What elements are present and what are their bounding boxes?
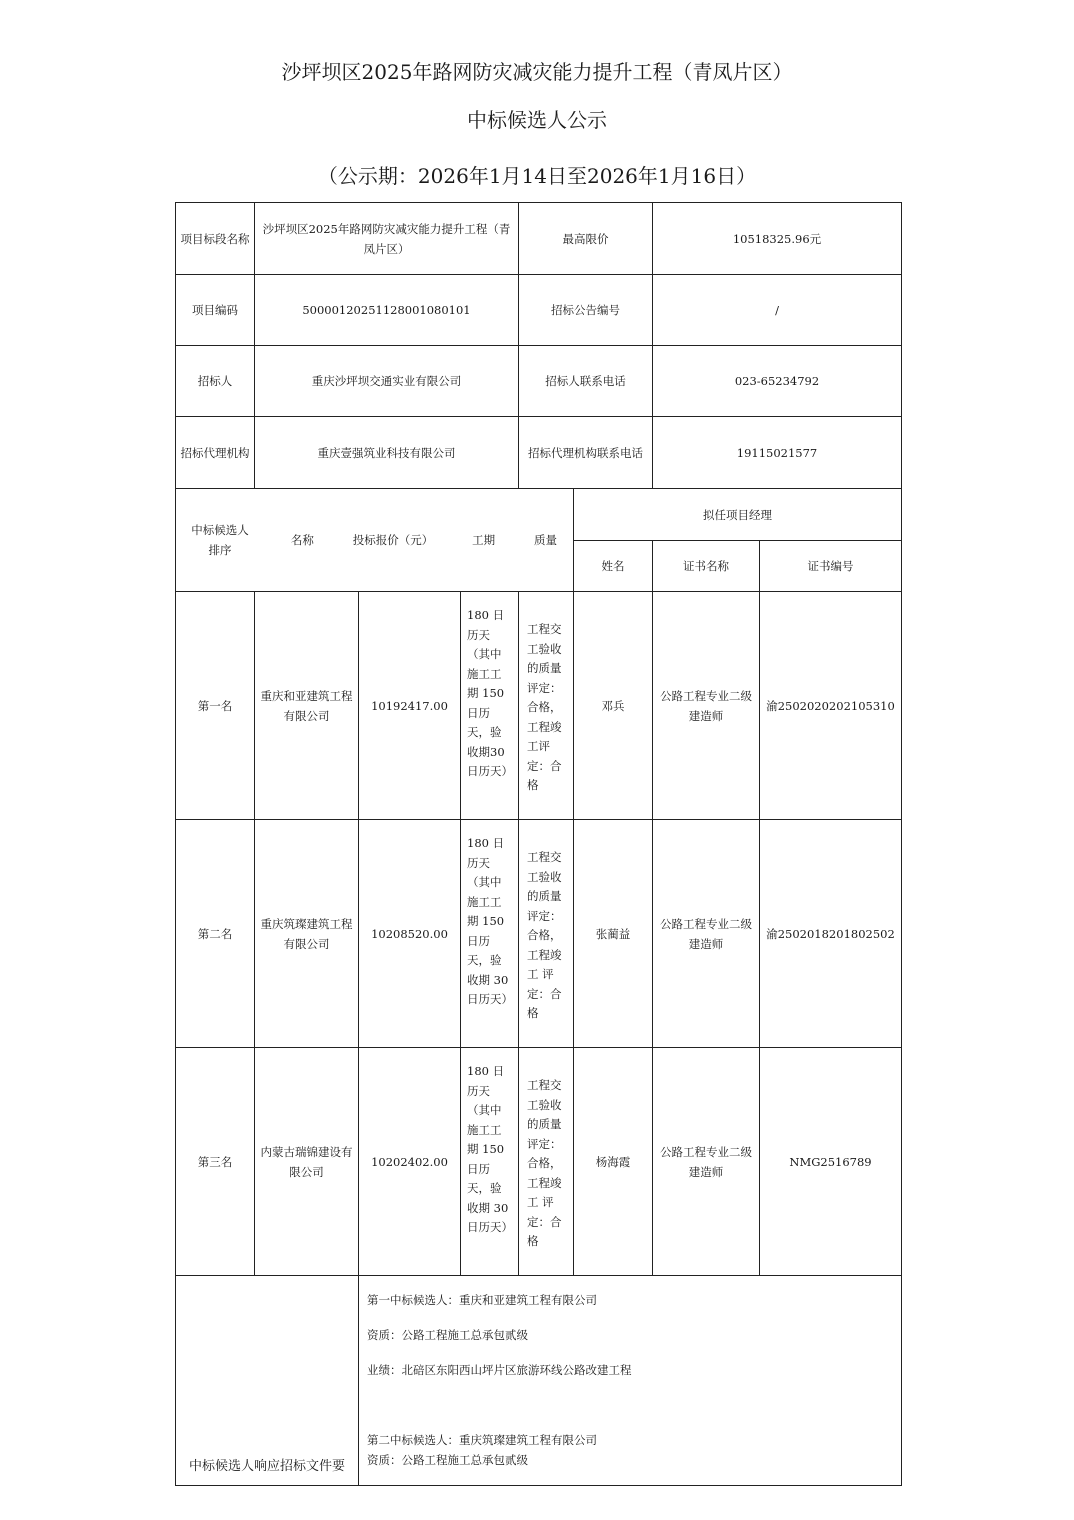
second-qualification-line: 资质：公路工程施工总承包贰级	[367, 1453, 528, 1467]
table-row	[176, 1048, 902, 1276]
tenderer-phone-value: 023-65234792	[653, 346, 902, 417]
candidate-quality: 工程交工验收的质量评定：合格，工程竣工 评定：合格	[519, 820, 574, 1048]
publicity-period: （公示期：2026年1月14日至2026年1月16日）	[317, 164, 757, 188]
rank-header: 中标候选人排序	[191, 523, 249, 557]
name-header: 名称	[290, 533, 314, 547]
candidate-cert-name: 公路工程专业二级建造师	[653, 1048, 760, 1276]
quality-header: 质量	[534, 533, 557, 547]
table-row	[176, 820, 902, 1048]
candidate-rank: 第一名	[176, 592, 255, 820]
candidate-rank: 第三名	[176, 1048, 255, 1276]
candidate-manager: 张蔺益	[574, 820, 653, 1048]
candidate-cert-no: 渝2502018201802502	[760, 820, 902, 1048]
candidate-name: 重庆和亚建筑工程有限公司	[255, 592, 359, 820]
candidate-price: 10202402.00	[359, 1048, 461, 1276]
project-name-value: 沙坪坝区2025年路网防灾减灾能力提升工程（青凤片区）	[255, 203, 519, 275]
candidate-quality: 工程交工验收的质量评定：合格，工程竣工 评定：合格	[519, 1048, 574, 1276]
candidate-manager: 杨海霞	[574, 1048, 653, 1276]
requirements-label: 中标候选人响应招标文件要	[176, 1276, 359, 1486]
candidate-cert-name: 公路工程专业二级建造师	[653, 820, 760, 1048]
candidate-period: 180 日历天（其中施工工期 150日历天，验收期 30日历天）	[461, 820, 519, 1048]
first-candidate-line: 第一中标候选人：重庆和亚建筑工程有限公司	[367, 1293, 597, 1307]
agency-value: 重庆壹强筑业科技有限公司	[255, 417, 519, 489]
candidate-period: 180 日历天（其中施工工期 150日历天，验收期 30日历天）	[461, 1048, 519, 1276]
page-title: 沙坪坝区2025年路网防灾减灾能力提升工程（青凤片区）	[281, 60, 793, 84]
first-qualification-line: 资质：公路工程施工总承包贰级	[367, 1328, 528, 1342]
candidate-cert-no: 渝2502020202105310	[760, 592, 902, 820]
requirements-row	[176, 1276, 902, 1486]
notice-no-value: /	[653, 275, 902, 346]
info-row-project	[176, 203, 902, 275]
cert-no-header: 证书编号	[760, 541, 902, 592]
agency-label: 招标代理机构	[176, 417, 255, 489]
agency-phone-value: 19115021577	[653, 417, 902, 489]
max-price-value: 10518325.96元	[653, 203, 902, 275]
candidate-name: 重庆筑璨建筑工程有限公司	[255, 820, 359, 1048]
candidate-name: 内蒙古瑞锦建设有限公司	[255, 1048, 359, 1276]
manager-group-header: 拟任项目经理	[574, 489, 902, 541]
info-row-code	[176, 275, 902, 346]
candidate-quality: 工程交工验收的质量评定：合格，工程竣工评定：合格	[519, 592, 574, 820]
project-name-label: 项目标段名称	[176, 203, 255, 275]
candidate-cert-name: 公路工程专业二级建造师	[653, 592, 760, 820]
candidate-price: 10192417.00	[359, 592, 461, 820]
candidate-period: 180 日历天（其中施工工期 150日历天，验收期30日历天）	[461, 592, 519, 820]
table-row	[176, 592, 902, 820]
manager-name-header: 姓名	[574, 541, 653, 592]
project-code-label: 项目编码	[176, 275, 255, 346]
project-code-value: 5000012025112800108010​1	[255, 275, 519, 346]
info-row-tenderer	[176, 346, 902, 417]
max-price-label: 最高限价	[519, 203, 653, 275]
candidate-price: 10208520.00	[359, 820, 461, 1048]
candidate-table	[175, 202, 902, 1486]
tenderer-phone-label: 招标人联系电话	[519, 346, 653, 417]
candidate-rank: 第二名	[176, 820, 255, 1048]
info-row-agency	[176, 417, 902, 489]
requirements-content	[359, 1276, 902, 1486]
notice-no-label: 招标公告编号	[519, 275, 653, 346]
first-performance-line: 业绩：北碚区东阳西山坪片区旅游环线公路改建工程	[367, 1363, 632, 1377]
page-subtitle: 中标候选人公示	[467, 108, 607, 132]
column-header-candidate	[176, 489, 574, 592]
price-header: 投标报价（元）	[352, 533, 434, 547]
candidate-manager: 邓兵	[574, 592, 653, 820]
agency-phone-label: 招标代理机构联系电话	[519, 417, 653, 489]
column-header-row-1	[176, 489, 902, 541]
tenderer-label: 招标人	[176, 346, 255, 417]
cert-name-header: 证书名称	[653, 541, 760, 592]
tenderer-value: 重庆沙坪坝交通实业有限公司	[255, 346, 519, 417]
period-header: 工期	[472, 533, 496, 547]
second-candidate-line: 第二中标候选人：重庆筑璨建筑工程有限公司	[367, 1433, 597, 1447]
candidate-cert-no: NMG2516789	[760, 1048, 902, 1276]
